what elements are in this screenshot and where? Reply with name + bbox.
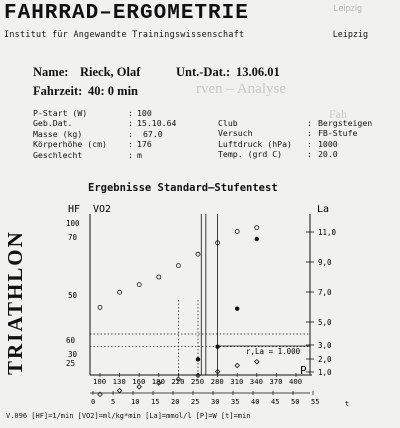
hf-point	[176, 264, 180, 268]
right-tick-label: 2,0	[318, 355, 332, 364]
left-tick-label: 30	[68, 350, 78, 359]
param-label: Geschlecht	[33, 149, 83, 160]
vertical-sport-label: TRIATHLON	[3, 230, 27, 375]
hf-point	[118, 290, 122, 294]
param-value: 100	[137, 108, 152, 118]
faded-background-text-2: Fah	[329, 107, 347, 121]
power-tick-label: 130	[112, 377, 126, 386]
vo2-axis-label: VO2	[93, 204, 112, 215]
la-point	[235, 306, 239, 310]
time-tick-label: 25	[191, 398, 200, 406]
vo2-point	[235, 363, 239, 367]
hf-point	[137, 283, 141, 287]
time-tick-label: 35	[231, 398, 240, 406]
left-tick-label: 50	[68, 291, 78, 300]
right-tick-label: 9,0	[318, 258, 332, 267]
power-tick-label: 280	[210, 377, 224, 386]
param-sep: :	[307, 149, 312, 160]
right-tick-label: 3,0	[318, 341, 332, 350]
right-axis-ticks	[306, 228, 337, 377]
param-sep: :	[128, 128, 133, 139]
name-value: Rieck, Olaf	[80, 65, 141, 79]
left-tick-label-2: 25	[66, 359, 76, 368]
faded-place-label: Leipzig	[333, 3, 362, 13]
hf-point	[157, 275, 161, 279]
exam-date-value: 13.06.01	[236, 65, 280, 79]
time-tick-label: 45	[271, 398, 280, 406]
power-axis-label: P	[300, 364, 307, 377]
ride-time-label: Fahrzeit:	[33, 84, 83, 98]
institute-name: Institut für Angewandte Trainingswissenschaft	[4, 29, 245, 39]
left-tick-label: 70	[68, 233, 78, 242]
param-value: 67.0	[143, 128, 163, 139]
param-label: Club	[218, 118, 238, 128]
exam-date-label: Unt.-Dat.:	[176, 65, 231, 79]
param-value: m	[137, 149, 142, 160]
hf-axis-label: HF	[68, 204, 81, 215]
param-label: Temp. (grd C)	[218, 149, 283, 160]
ride-time-value: 40: 0 min	[88, 84, 138, 98]
section-title: Ergebnisse Standard–Stufentest	[88, 182, 278, 194]
param-sep: :	[128, 108, 133, 118]
lactate-threshold-annotation: r,La = 1.000	[246, 347, 301, 356]
hf-point	[196, 252, 200, 256]
la-axis-label: La	[317, 204, 330, 215]
time-tick-label: 55	[311, 398, 320, 406]
vo2-point	[117, 388, 121, 392]
right-tick-label: 7,0	[318, 288, 332, 297]
right-tick-label: 1,0	[318, 368, 332, 377]
left-tick-label-2: 100	[66, 219, 80, 228]
hf-point	[235, 229, 239, 233]
power-tick-label: 310	[230, 377, 244, 386]
time-tick-label: 10	[131, 398, 140, 406]
time-tick-label: 20	[171, 398, 180, 406]
param-sep: :	[128, 149, 133, 160]
param-value: 20.0	[318, 149, 338, 160]
time-tick-label: 5	[111, 398, 116, 406]
param-sep: :	[307, 118, 312, 128]
param-label: Versuch	[218, 128, 253, 139]
power-tick-label: 400	[289, 377, 303, 386]
hf-point	[98, 305, 102, 309]
la-point	[255, 237, 259, 241]
power-tick-label: 190	[151, 377, 165, 386]
faded-background-text: rven – Analyse	[196, 81, 286, 97]
right-tick-label: 11,0	[318, 228, 337, 237]
param-value: Bergsteigen	[318, 118, 373, 128]
param-label: Luftdruck (hPa)	[218, 138, 292, 149]
param-value: FB-Stufe	[318, 128, 358, 139]
time-tick-label: 0	[91, 398, 96, 406]
power-tick-label: 250	[191, 377, 205, 386]
power-tick-label: 370	[269, 377, 283, 386]
param-value: 15.10.64	[137, 118, 177, 129]
param-value: 176	[137, 139, 152, 150]
la-point	[196, 357, 200, 361]
left-axis-ticks	[66, 219, 80, 368]
vo2-point	[255, 360, 259, 364]
time-axis-label: t	[345, 400, 350, 408]
report-title: FAHRRAD–ERGOMETRIE	[4, 2, 249, 25]
param-label: Masse (kg)	[33, 128, 83, 139]
param-sep: :	[307, 138, 312, 149]
time-tick-label: 15	[151, 398, 160, 406]
power-tick-label: 160	[132, 377, 146, 386]
institute-city: Leipzig	[332, 29, 368, 39]
param-value: 1000	[318, 138, 338, 149]
param-label: P-Start (W)	[33, 108, 88, 118]
param-sep: :	[128, 118, 133, 129]
left-tick-label-2: 60	[66, 336, 76, 345]
time-tick-label: 40	[251, 398, 260, 406]
param-label: Geb.Dat.	[33, 118, 73, 129]
time-tick-label: 50	[291, 398, 300, 406]
units-footer: V.096 [HF]=1/min [VO2]=ml/kg*min [La]=mmol/l [P]=W [t]=min	[6, 412, 251, 420]
time-tick-label: 30	[211, 398, 220, 406]
hf-point	[255, 226, 259, 230]
name-label: Name:	[33, 65, 69, 79]
param-sep: :	[307, 128, 312, 139]
param-sep: :	[128, 139, 133, 150]
right-tick-label: 5,0	[318, 318, 332, 327]
param-label: Körperhöhe (cm)	[33, 139, 107, 150]
power-tick-label: 100	[93, 377, 107, 386]
power-tick-label: 220	[171, 377, 185, 386]
power-tick-label: 340	[249, 377, 263, 386]
la-point	[215, 344, 219, 348]
